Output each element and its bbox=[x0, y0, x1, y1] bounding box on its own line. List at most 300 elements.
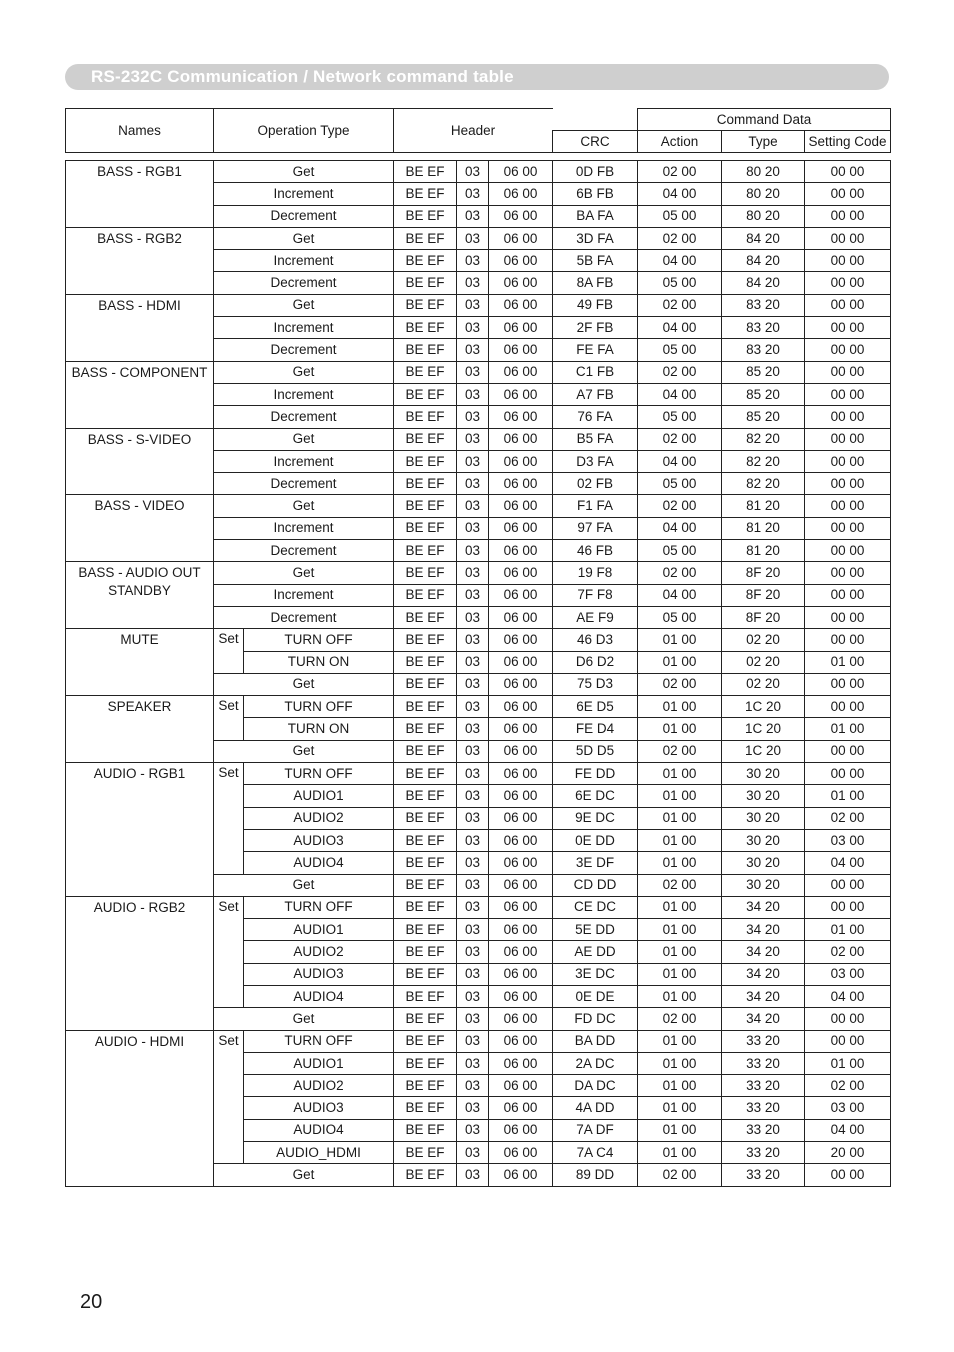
col-header-type: Type bbox=[722, 131, 805, 153]
crc-cell: 7F F8 bbox=[553, 584, 638, 606]
action-cell: 02 00 bbox=[638, 673, 722, 695]
header-byte-3: 06 00 bbox=[489, 450, 553, 472]
header-byte-3: 06 00 bbox=[489, 361, 553, 383]
header-byte-3: 06 00 bbox=[489, 584, 553, 606]
header-byte-1: BE EF bbox=[394, 1119, 457, 1141]
header-byte-3: 06 00 bbox=[489, 1164, 553, 1186]
operation-cell: TURN OFF bbox=[244, 696, 394, 718]
operation-cell: Get bbox=[214, 562, 394, 584]
crc-cell: 2F FB bbox=[553, 317, 638, 339]
header-byte-3: 06 00 bbox=[489, 919, 553, 941]
operation-cell: Increment bbox=[214, 250, 394, 272]
header-byte-1: BE EF bbox=[394, 651, 457, 673]
action-cell: 02 00 bbox=[638, 1164, 722, 1186]
header-byte-2: 03 bbox=[457, 785, 489, 807]
header-byte-1: BE EF bbox=[394, 339, 457, 361]
operation-cell: AUDIO4 bbox=[244, 1119, 394, 1141]
type-cell: 85 20 bbox=[722, 361, 805, 383]
setting-code-cell: 03 00 bbox=[805, 829, 891, 851]
operation-cell: Get bbox=[214, 294, 394, 316]
action-cell: 04 00 bbox=[638, 584, 722, 606]
header-byte-2: 03 bbox=[457, 161, 489, 183]
header-byte-1: BE EF bbox=[394, 294, 457, 316]
setting-code-cell: 01 00 bbox=[805, 718, 891, 740]
header-byte-1: BE EF bbox=[394, 1052, 457, 1074]
header-byte-2: 03 bbox=[457, 540, 489, 562]
crc-cell: D3 FA bbox=[553, 450, 638, 472]
section-title: RS-232C Communication / Network command table bbox=[91, 67, 514, 86]
setting-code-cell: 00 00 bbox=[805, 317, 891, 339]
header-byte-3: 06 00 bbox=[489, 718, 553, 740]
header-byte-2: 03 bbox=[457, 874, 489, 896]
action-cell: 02 00 bbox=[638, 227, 722, 249]
header-byte-2: 03 bbox=[457, 361, 489, 383]
setting-code-cell: 03 00 bbox=[805, 963, 891, 985]
operation-cell: Decrement bbox=[214, 205, 394, 227]
type-cell: 82 20 bbox=[722, 428, 805, 450]
crc-cell: FE FA bbox=[553, 339, 638, 361]
header-byte-1: BE EF bbox=[394, 1097, 457, 1119]
header-byte-3: 06 00 bbox=[489, 540, 553, 562]
action-cell: 01 00 bbox=[638, 1052, 722, 1074]
action-cell: 04 00 bbox=[638, 517, 722, 539]
type-cell: 30 20 bbox=[722, 763, 805, 785]
setting-code-cell: 00 00 bbox=[805, 584, 891, 606]
section-title-bar bbox=[65, 64, 889, 90]
setting-code-cell: 00 00 bbox=[805, 205, 891, 227]
action-cell: 02 00 bbox=[638, 161, 722, 183]
command-name: BASS - VIDEO bbox=[66, 495, 214, 562]
header-byte-2: 03 bbox=[457, 651, 489, 673]
type-cell: 34 20 bbox=[722, 919, 805, 941]
command-name: MUTE bbox=[66, 629, 214, 696]
page-number: 20 bbox=[80, 1291, 103, 1313]
header-byte-2: 03 bbox=[457, 294, 489, 316]
operation-cell: Get bbox=[214, 227, 394, 249]
operation-cell: AUDIO1 bbox=[244, 785, 394, 807]
header-byte-1: BE EF bbox=[394, 696, 457, 718]
operation-cell: Decrement bbox=[214, 540, 394, 562]
crc-cell: CE DC bbox=[553, 896, 638, 918]
header-byte-2: 03 bbox=[457, 250, 489, 272]
operation-cell: Increment bbox=[214, 183, 394, 205]
command-name: BASS - RGB1 bbox=[66, 161, 214, 228]
header-byte-2: 03 bbox=[457, 473, 489, 495]
action-cell: 02 00 bbox=[638, 361, 722, 383]
setting-code-cell: 00 00 bbox=[805, 517, 891, 539]
type-cell: 30 20 bbox=[722, 874, 805, 896]
header-byte-3: 06 00 bbox=[489, 317, 553, 339]
action-cell: 05 00 bbox=[638, 540, 722, 562]
set-label: Set bbox=[214, 763, 244, 874]
command-name: BASS - AUDIO OUT STANDBY bbox=[66, 562, 214, 629]
table-row bbox=[66, 896, 891, 918]
crc-cell: 0E DD bbox=[553, 829, 638, 851]
crc-cell: 5D D5 bbox=[553, 740, 638, 762]
setting-code-cell: 00 00 bbox=[805, 450, 891, 472]
header-byte-1: BE EF bbox=[394, 1164, 457, 1186]
crc-cell: AE DD bbox=[553, 941, 638, 963]
header-byte-2: 03 bbox=[457, 272, 489, 294]
type-cell: 02 20 bbox=[722, 629, 805, 651]
crc-cell: 76 FA bbox=[553, 406, 638, 428]
header-byte-3: 06 00 bbox=[489, 829, 553, 851]
header-byte-2: 03 bbox=[457, 584, 489, 606]
action-cell: 02 00 bbox=[638, 740, 722, 762]
header-byte-2: 03 bbox=[457, 673, 489, 695]
type-cell: 1C 20 bbox=[722, 740, 805, 762]
type-cell: 8F 20 bbox=[722, 584, 805, 606]
header-byte-1: BE EF bbox=[394, 740, 457, 762]
setting-code-cell: 00 00 bbox=[805, 740, 891, 762]
type-cell: 8F 20 bbox=[722, 606, 805, 628]
crc-cell: 97 FA bbox=[553, 517, 638, 539]
type-cell: 84 20 bbox=[722, 272, 805, 294]
col-header-crc: CRC bbox=[553, 131, 638, 153]
type-cell: 34 20 bbox=[722, 985, 805, 1007]
crc-cell: 02 FB bbox=[553, 473, 638, 495]
header-byte-3: 06 00 bbox=[489, 740, 553, 762]
header-byte-3: 06 00 bbox=[489, 1142, 553, 1164]
header-byte-1: BE EF bbox=[394, 807, 457, 829]
setting-code-cell: 00 00 bbox=[805, 339, 891, 361]
operation-cell: AUDIO2 bbox=[244, 1075, 394, 1097]
crc-cell: F1 FA bbox=[553, 495, 638, 517]
type-cell: 33 20 bbox=[722, 1052, 805, 1074]
operation-cell: Get bbox=[214, 1008, 394, 1030]
action-cell: 04 00 bbox=[638, 383, 722, 405]
header-byte-1: BE EF bbox=[394, 718, 457, 740]
action-cell: 01 00 bbox=[638, 785, 722, 807]
setting-code-cell: 00 00 bbox=[805, 161, 891, 183]
header-byte-2: 03 bbox=[457, 807, 489, 829]
header-byte-3: 06 00 bbox=[489, 205, 553, 227]
command-name: AUDIO - RGB2 bbox=[66, 896, 214, 1030]
action-cell: 01 00 bbox=[638, 941, 722, 963]
setting-code-cell: 00 00 bbox=[805, 896, 891, 918]
header-byte-1: BE EF bbox=[394, 428, 457, 450]
type-cell: 83 20 bbox=[722, 294, 805, 316]
operation-cell: TURN OFF bbox=[244, 763, 394, 785]
setting-code-cell: 00 00 bbox=[805, 1030, 891, 1052]
crc-cell: 89 DD bbox=[553, 1164, 638, 1186]
header-byte-1: BE EF bbox=[394, 540, 457, 562]
col-header-header: Header bbox=[394, 109, 553, 153]
type-cell: 34 20 bbox=[722, 1008, 805, 1030]
crc-cell: DA DC bbox=[553, 1075, 638, 1097]
crc-cell: AE F9 bbox=[553, 606, 638, 628]
header-byte-3: 06 00 bbox=[489, 183, 553, 205]
header-byte-2: 03 bbox=[457, 1164, 489, 1186]
action-cell: 04 00 bbox=[638, 317, 722, 339]
header-byte-3: 06 00 bbox=[489, 562, 553, 584]
header-byte-1: BE EF bbox=[394, 1008, 457, 1030]
crc-cell: CD DD bbox=[553, 874, 638, 896]
operation-cell: AUDIO2 bbox=[244, 807, 394, 829]
setting-code-cell: 00 00 bbox=[805, 763, 891, 785]
header-byte-2: 03 bbox=[457, 383, 489, 405]
action-cell: 01 00 bbox=[638, 629, 722, 651]
setting-code-cell: 00 00 bbox=[805, 183, 891, 205]
action-cell: 01 00 bbox=[638, 1030, 722, 1052]
crc-cell: C1 FB bbox=[553, 361, 638, 383]
header-byte-2: 03 bbox=[457, 1008, 489, 1030]
table-row bbox=[66, 562, 891, 584]
header-byte-1: BE EF bbox=[394, 495, 457, 517]
action-cell: 05 00 bbox=[638, 606, 722, 628]
header-byte-3: 06 00 bbox=[489, 896, 553, 918]
table-row bbox=[66, 495, 891, 517]
header-byte-1: BE EF bbox=[394, 161, 457, 183]
header-byte-1: BE EF bbox=[394, 852, 457, 874]
header-byte-1: BE EF bbox=[394, 383, 457, 405]
col-header-spacer bbox=[553, 109, 638, 131]
table-row bbox=[66, 1030, 891, 1052]
header-byte-1: BE EF bbox=[394, 205, 457, 227]
command-name: BASS - S-VIDEO bbox=[66, 428, 214, 495]
operation-cell: AUDIO4 bbox=[244, 852, 394, 874]
setting-code-cell: 00 00 bbox=[805, 428, 891, 450]
type-cell: 85 20 bbox=[722, 406, 805, 428]
action-cell: 01 00 bbox=[638, 718, 722, 740]
operation-cell: AUDIO4 bbox=[244, 985, 394, 1007]
type-cell: 02 20 bbox=[722, 651, 805, 673]
header-byte-3: 06 00 bbox=[489, 495, 553, 517]
action-cell: 01 00 bbox=[638, 852, 722, 874]
header-byte-3: 06 00 bbox=[489, 1052, 553, 1074]
header-byte-3: 06 00 bbox=[489, 1075, 553, 1097]
action-cell: 01 00 bbox=[638, 1142, 722, 1164]
header-byte-3: 06 00 bbox=[489, 272, 553, 294]
operation-cell: Increment bbox=[214, 450, 394, 472]
header-byte-1: BE EF bbox=[394, 919, 457, 941]
header-byte-3: 06 00 bbox=[489, 1119, 553, 1141]
header-byte-3: 06 00 bbox=[489, 428, 553, 450]
setting-code-cell: 00 00 bbox=[805, 696, 891, 718]
action-cell: 01 00 bbox=[638, 651, 722, 673]
header-byte-1: BE EF bbox=[394, 473, 457, 495]
action-cell: 05 00 bbox=[638, 272, 722, 294]
operation-cell: Increment bbox=[214, 517, 394, 539]
crc-cell: 8A FB bbox=[553, 272, 638, 294]
header-byte-3: 06 00 bbox=[489, 941, 553, 963]
operation-cell: Get bbox=[214, 495, 394, 517]
crc-cell: FD DC bbox=[553, 1008, 638, 1030]
action-cell: 02 00 bbox=[638, 1008, 722, 1030]
setting-code-cell: 04 00 bbox=[805, 852, 891, 874]
type-cell: 85 20 bbox=[722, 383, 805, 405]
type-cell: 02 20 bbox=[722, 673, 805, 695]
header-byte-1: BE EF bbox=[394, 584, 457, 606]
header-byte-3: 06 00 bbox=[489, 852, 553, 874]
header-byte-1: BE EF bbox=[394, 763, 457, 785]
header-byte-3: 06 00 bbox=[489, 1097, 553, 1119]
header-byte-2: 03 bbox=[457, 517, 489, 539]
table-row bbox=[66, 428, 891, 450]
setting-code-cell: 00 00 bbox=[805, 1008, 891, 1030]
crc-cell: 0D FB bbox=[553, 161, 638, 183]
action-cell: 04 00 bbox=[638, 250, 722, 272]
action-cell: 02 00 bbox=[638, 294, 722, 316]
action-cell: 04 00 bbox=[638, 183, 722, 205]
operation-cell: Decrement bbox=[214, 406, 394, 428]
setting-code-cell: 00 00 bbox=[805, 874, 891, 896]
header-byte-2: 03 bbox=[457, 205, 489, 227]
setting-code-cell: 00 00 bbox=[805, 1164, 891, 1186]
crc-cell: 6E D5 bbox=[553, 696, 638, 718]
header-byte-2: 03 bbox=[457, 406, 489, 428]
operation-cell: AUDIO3 bbox=[244, 829, 394, 851]
table-row bbox=[66, 294, 891, 316]
action-cell: 01 00 bbox=[638, 1119, 722, 1141]
operation-cell: Increment bbox=[214, 584, 394, 606]
header-byte-2: 03 bbox=[457, 339, 489, 361]
header-byte-1: BE EF bbox=[394, 227, 457, 249]
header-byte-2: 03 bbox=[457, 919, 489, 941]
header-byte-3: 06 00 bbox=[489, 963, 553, 985]
header-byte-3: 06 00 bbox=[489, 294, 553, 316]
header-byte-3: 06 00 bbox=[489, 874, 553, 896]
header-byte-1: BE EF bbox=[394, 406, 457, 428]
setting-code-cell: 00 00 bbox=[805, 383, 891, 405]
action-cell: 01 00 bbox=[638, 763, 722, 785]
setting-code-cell: 00 00 bbox=[805, 673, 891, 695]
header-byte-2: 03 bbox=[457, 606, 489, 628]
header-byte-3: 06 00 bbox=[489, 1008, 553, 1030]
header-byte-3: 06 00 bbox=[489, 1030, 553, 1052]
header-byte-3: 06 00 bbox=[489, 807, 553, 829]
operation-cell: AUDIO3 bbox=[244, 963, 394, 985]
action-cell: 05 00 bbox=[638, 406, 722, 428]
crc-cell: 5E DD bbox=[553, 919, 638, 941]
action-cell: 01 00 bbox=[638, 963, 722, 985]
crc-cell: BA FA bbox=[553, 205, 638, 227]
setting-code-cell: 01 00 bbox=[805, 651, 891, 673]
header-byte-2: 03 bbox=[457, 1075, 489, 1097]
operation-cell: Decrement bbox=[214, 339, 394, 361]
command-name: BASS - RGB2 bbox=[66, 227, 214, 294]
set-label: Set bbox=[214, 629, 244, 674]
type-cell: 34 20 bbox=[722, 896, 805, 918]
setting-code-cell: 00 00 bbox=[805, 540, 891, 562]
header-byte-2: 03 bbox=[457, 1030, 489, 1052]
setting-code-cell: 01 00 bbox=[805, 785, 891, 807]
type-cell: 30 20 bbox=[722, 829, 805, 851]
type-cell: 80 20 bbox=[722, 183, 805, 205]
header-byte-2: 03 bbox=[457, 1097, 489, 1119]
header-byte-1: BE EF bbox=[394, 985, 457, 1007]
header-byte-2: 03 bbox=[457, 718, 489, 740]
type-cell: 84 20 bbox=[722, 227, 805, 249]
type-cell: 33 20 bbox=[722, 1097, 805, 1119]
header-byte-3: 06 00 bbox=[489, 629, 553, 651]
header-byte-3: 06 00 bbox=[489, 985, 553, 1007]
header-byte-1: BE EF bbox=[394, 1030, 457, 1052]
type-cell: 30 20 bbox=[722, 807, 805, 829]
crc-cell: 6E DC bbox=[553, 785, 638, 807]
type-cell: 8F 20 bbox=[722, 562, 805, 584]
header-byte-1: BE EF bbox=[394, 963, 457, 985]
header-byte-3: 06 00 bbox=[489, 785, 553, 807]
command-table bbox=[65, 108, 891, 1187]
operation-cell: Get bbox=[214, 1164, 394, 1186]
operation-cell: TURN ON bbox=[244, 651, 394, 673]
crc-cell: 4A DD bbox=[553, 1097, 638, 1119]
col-header-command-data: Command Data bbox=[638, 109, 891, 131]
operation-cell: Increment bbox=[214, 383, 394, 405]
setting-code-cell: 00 00 bbox=[805, 406, 891, 428]
command-name: AUDIO - HDMI bbox=[66, 1030, 214, 1186]
crc-cell: 19 F8 bbox=[553, 562, 638, 584]
header-byte-1: BE EF bbox=[394, 941, 457, 963]
header-byte-2: 03 bbox=[457, 450, 489, 472]
type-cell: 30 20 bbox=[722, 852, 805, 874]
operation-cell: Get bbox=[214, 428, 394, 450]
type-cell: 80 20 bbox=[722, 205, 805, 227]
header-byte-3: 06 00 bbox=[489, 339, 553, 361]
header-byte-1: BE EF bbox=[394, 361, 457, 383]
header-byte-1: BE EF bbox=[394, 183, 457, 205]
table-row bbox=[66, 629, 891, 651]
header-byte-1: BE EF bbox=[394, 673, 457, 695]
operation-cell: AUDIO3 bbox=[244, 1097, 394, 1119]
crc-cell: 5B FA bbox=[553, 250, 638, 272]
set-label: Set bbox=[214, 696, 244, 741]
table-row bbox=[66, 763, 891, 785]
crc-cell: 6B FB bbox=[553, 183, 638, 205]
action-cell: 01 00 bbox=[638, 807, 722, 829]
type-cell: 1C 20 bbox=[722, 696, 805, 718]
type-cell: 30 20 bbox=[722, 785, 805, 807]
header-byte-1: BE EF bbox=[394, 272, 457, 294]
crc-cell: FE D4 bbox=[553, 718, 638, 740]
header-byte-2: 03 bbox=[457, 1052, 489, 1074]
header-byte-3: 06 00 bbox=[489, 606, 553, 628]
setting-code-cell: 00 00 bbox=[805, 361, 891, 383]
type-cell: 83 20 bbox=[722, 339, 805, 361]
action-cell: 04 00 bbox=[638, 450, 722, 472]
type-cell: 33 20 bbox=[722, 1075, 805, 1097]
command-table-body bbox=[66, 153, 891, 1187]
operation-cell: Decrement bbox=[214, 272, 394, 294]
crc-cell: 75 D3 bbox=[553, 673, 638, 695]
header-gap bbox=[66, 153, 891, 161]
header-byte-1: BE EF bbox=[394, 517, 457, 539]
operation-cell: Get bbox=[214, 740, 394, 762]
type-cell: 34 20 bbox=[722, 941, 805, 963]
action-cell: 05 00 bbox=[638, 473, 722, 495]
header-byte-3: 06 00 bbox=[489, 473, 553, 495]
header-byte-1: BE EF bbox=[394, 317, 457, 339]
header-byte-3: 06 00 bbox=[489, 673, 553, 695]
header-byte-1: BE EF bbox=[394, 450, 457, 472]
header-byte-3: 06 00 bbox=[489, 651, 553, 673]
header-byte-2: 03 bbox=[457, 896, 489, 918]
operation-cell: TURN OFF bbox=[244, 629, 394, 651]
type-cell: 33 20 bbox=[722, 1119, 805, 1141]
header-byte-2: 03 bbox=[457, 1142, 489, 1164]
operation-cell: Decrement bbox=[214, 473, 394, 495]
setting-code-cell: 00 00 bbox=[805, 272, 891, 294]
header-byte-3: 06 00 bbox=[489, 763, 553, 785]
header-byte-3: 06 00 bbox=[489, 227, 553, 249]
type-cell: 82 20 bbox=[722, 473, 805, 495]
action-cell: 02 00 bbox=[638, 874, 722, 896]
type-cell: 33 20 bbox=[722, 1030, 805, 1052]
setting-code-cell: 01 00 bbox=[805, 1052, 891, 1074]
crc-cell: 3D FA bbox=[553, 227, 638, 249]
crc-cell: BA DD bbox=[553, 1030, 638, 1052]
